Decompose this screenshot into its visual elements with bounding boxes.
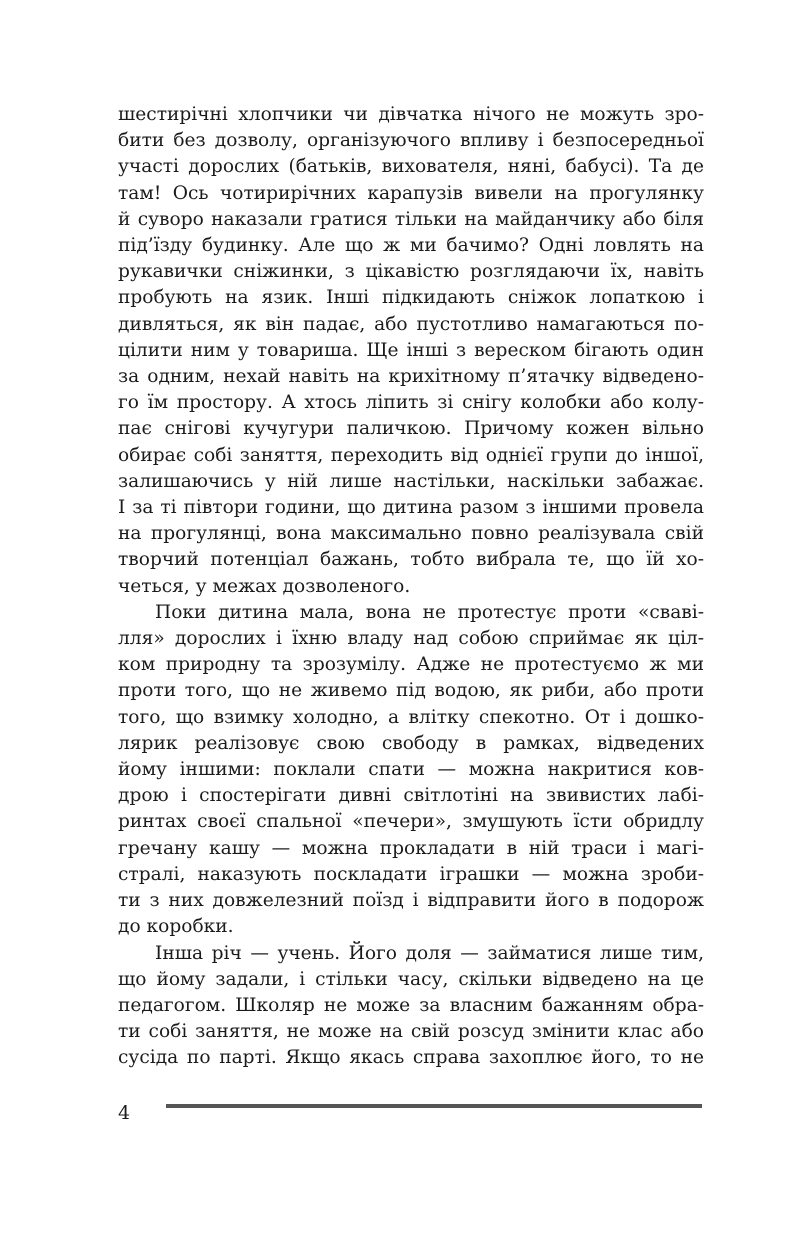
text-line: йому іншими: поклали спати — можна накритися ков- bbox=[118, 759, 704, 781]
text-line: гречану кашу — можна прокладати в ній траси і магі- bbox=[118, 837, 704, 859]
paragraph-2 bbox=[118, 600, 704, 941]
text-line: четься, у межах дозволеного. bbox=[118, 575, 411, 597]
text-line: лля» дорослих і їхню владу над собою сприймає як ціл- bbox=[118, 628, 704, 650]
text-line: стралі, наказують поскладати іграшки — можна зроби- bbox=[118, 863, 704, 885]
paragraph-3 bbox=[118, 941, 704, 1072]
text-line: на прогулянці, вона максимально повно реалізувала свій bbox=[118, 523, 704, 545]
body-text bbox=[118, 102, 704, 1072]
text-line: проти того, що не живемо під водою, як риби, або проти bbox=[118, 680, 704, 702]
page-number: 4 bbox=[118, 1102, 131, 1124]
text-line: пає снігові кучугури паличкою. Причому кожен вільно bbox=[118, 418, 704, 440]
text-line: того, що взимку холодно, а влітку спекотно. От і дошко- bbox=[118, 706, 704, 728]
text-line: дивляться, як він падає, або пустотливо намагаються по- bbox=[118, 313, 704, 335]
text-line: ти з них довжелезний поїзд і відправити його в подорож bbox=[118, 890, 704, 912]
text-line: го їм простору. А хтось ліпить зі снігу колобки або колу- bbox=[118, 392, 704, 414]
text-line: Поки дитина мала, вона не протестує проти «сваві- bbox=[155, 601, 704, 623]
text-line: ком природну та зрозумілу. Адже не протестуємо ж ми bbox=[118, 654, 704, 676]
text-line: І за ті півтори години, що дитина разом з іншими провела bbox=[118, 497, 704, 519]
text-line: сусіда по парті. Якщо якась справа захоплює його, то не bbox=[118, 1047, 704, 1069]
text-line: залишаючись у ній лише настільки, наскільки забажає. bbox=[118, 470, 704, 492]
text-line: рукавички сніжинки, з цікавістю розглядаючи їх, навіть bbox=[118, 261, 704, 283]
paragraph-1 bbox=[118, 102, 704, 600]
text-line: обирає собі заняття, переходить від однієї групи до іншої, bbox=[118, 444, 704, 466]
text-line: пробують на язик. Інші підкидають сніжок лопаткою і bbox=[118, 287, 704, 309]
text-line: цілити ним у товариша. Ще інші з вереском бігають один bbox=[118, 339, 704, 361]
text-line: ринтах своєї спальної «печери», змушують їсти обридлу bbox=[118, 811, 704, 833]
text-line: Інша річ — учень. Його доля — займатися лише тим, bbox=[155, 942, 704, 964]
text-line: участі дорослих (батьків, вихователя, няні, бабусі). Та де bbox=[118, 156, 704, 178]
footer-rule bbox=[166, 1104, 702, 1108]
text-line: під’їзду будинку. Але що ж ми бачимо? Одні ловлять на bbox=[118, 235, 704, 257]
text-line: лярик реалізовує свою свободу в рамках, відведених bbox=[118, 732, 704, 754]
text-line: до коробки. bbox=[118, 916, 234, 938]
text-line: бити без дозволу, організуючого впливу і безпосередньої bbox=[118, 130, 704, 152]
text-line: що йому задали, і стільки часу, скільки відведено на це bbox=[118, 968, 704, 990]
text-line: дрою і спостерігати дивні світлотіні на звивистих лабі- bbox=[118, 785, 704, 807]
text-line: за одним, нехай навіть на крихітному п’ятачку відведено- bbox=[118, 366, 704, 388]
text-line: шестирічні хлопчики чи дівчатка нічого не можуть зро- bbox=[118, 104, 704, 125]
text-line: там! Ось чотирирічних карапузів вивели на прогулянку bbox=[118, 182, 704, 204]
text-line: творчий потенціал бажань, тобто вибрала те, що їй хо- bbox=[118, 549, 704, 571]
text-line: педагогом. Школяр не може за власним бажанням обра- bbox=[118, 994, 704, 1016]
text-line: й суворо наказали гратися тільки на майданчику або біля bbox=[118, 208, 704, 230]
page-footer bbox=[118, 1100, 704, 1128]
text-line: ти собі заняття, не може на свій розсуд змінити клас або bbox=[118, 1021, 704, 1043]
